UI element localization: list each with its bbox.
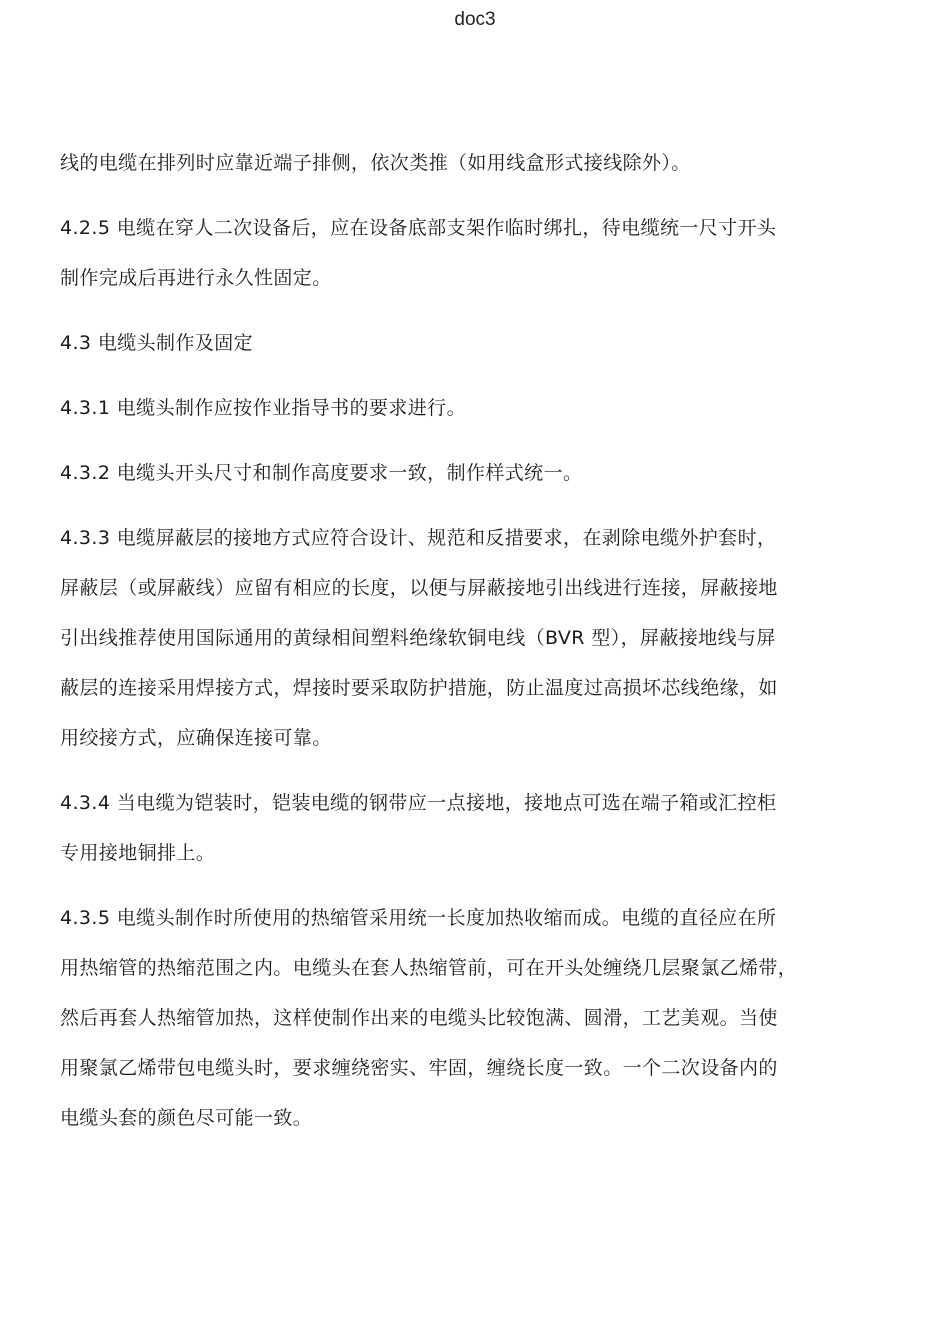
paragraph-cable-arrangement xyxy=(60,138,895,188)
text-line: 4.3.3 电缆屏蔽层的接地方式应符合设计、规范和反措要求，在剥除电缆外护套时， xyxy=(60,527,777,549)
text-line: 电缆头套的颜色尽可能一致。 xyxy=(60,1107,313,1129)
text-line: 4.3.2 电缆头开头尺寸和制作高度要求一致，制作样式统一。 xyxy=(60,462,583,484)
text-line: 4.3 电缆头制作及固定 xyxy=(60,332,254,354)
text-line: 屏蔽层（或屏蔽线）应留有相应的长度，以便与屏蔽接地引出线进行连接，屏蔽接地 xyxy=(60,577,778,599)
text-line: 引出线推荐使用国际通用的黄绿相间塑料绝缘软铜电线（BVR 型），屏蔽接地线与屏 xyxy=(60,627,776,649)
text-line: 用热缩管的热缩范围之内。电缆头在套人热缩管前，可在开头处缠绕几层聚氯乙烯带， xyxy=(60,957,798,979)
text-line: 线的电缆在排列时应靠近端子排侧，依次类推（如用线盒形式接线除外）。 xyxy=(60,152,691,174)
paragraph-4-3-5 xyxy=(60,893,895,1143)
page-header-title: doc3 xyxy=(454,9,496,30)
document-body xyxy=(60,138,895,1143)
text-line: 制作完成后再进行永久性固定。 xyxy=(60,267,332,289)
paragraph-4-3-1 xyxy=(60,383,895,433)
text-line: 4.3.5 电缆头制作时所使用的热缩管采用统一长度加热收缩而成。电缆的直径应在所 xyxy=(60,907,777,929)
text-line: 专用接地铜排上。 xyxy=(60,842,216,864)
section-heading-4-3 xyxy=(60,318,895,368)
text-line: 蔽层的连接采用焊接方式，焊接时要采取防护措施，防止温度过高损坏芯线绝缘，如 xyxy=(60,677,778,699)
text-line: 用绞接方式，应确保连接可靠。 xyxy=(60,727,332,749)
text-line: 用聚氯乙烯带包电缆头时，要求缠绕密实、牢固，缠绕长度一致。一个二次设备内的 xyxy=(60,1057,778,1079)
paragraph-4-3-3 xyxy=(60,513,895,763)
text-line: 4.2.5 电缆在穿人二次设备后，应在设备底部支架作临时绑扎，待电缆统一尺寸开头 xyxy=(60,217,777,239)
text-line: 然后再套人热缩管加热，这样使制作出来的电缆头比较饱满、圆滑，工艺美观。当使 xyxy=(60,1007,778,1029)
text-line: 4.3.1 电缆头制作应按作业指导书的要求进行。 xyxy=(60,397,466,419)
text-line: 4.3.4 当电缆为铠装时，铠装电缆的钢带应一点接地，接地点可选在端子箱或汇控柜 xyxy=(60,792,777,814)
paragraph-4-2-5 xyxy=(60,203,895,303)
paragraph-4-3-4 xyxy=(60,778,895,878)
paragraph-4-3-2 xyxy=(60,448,895,498)
